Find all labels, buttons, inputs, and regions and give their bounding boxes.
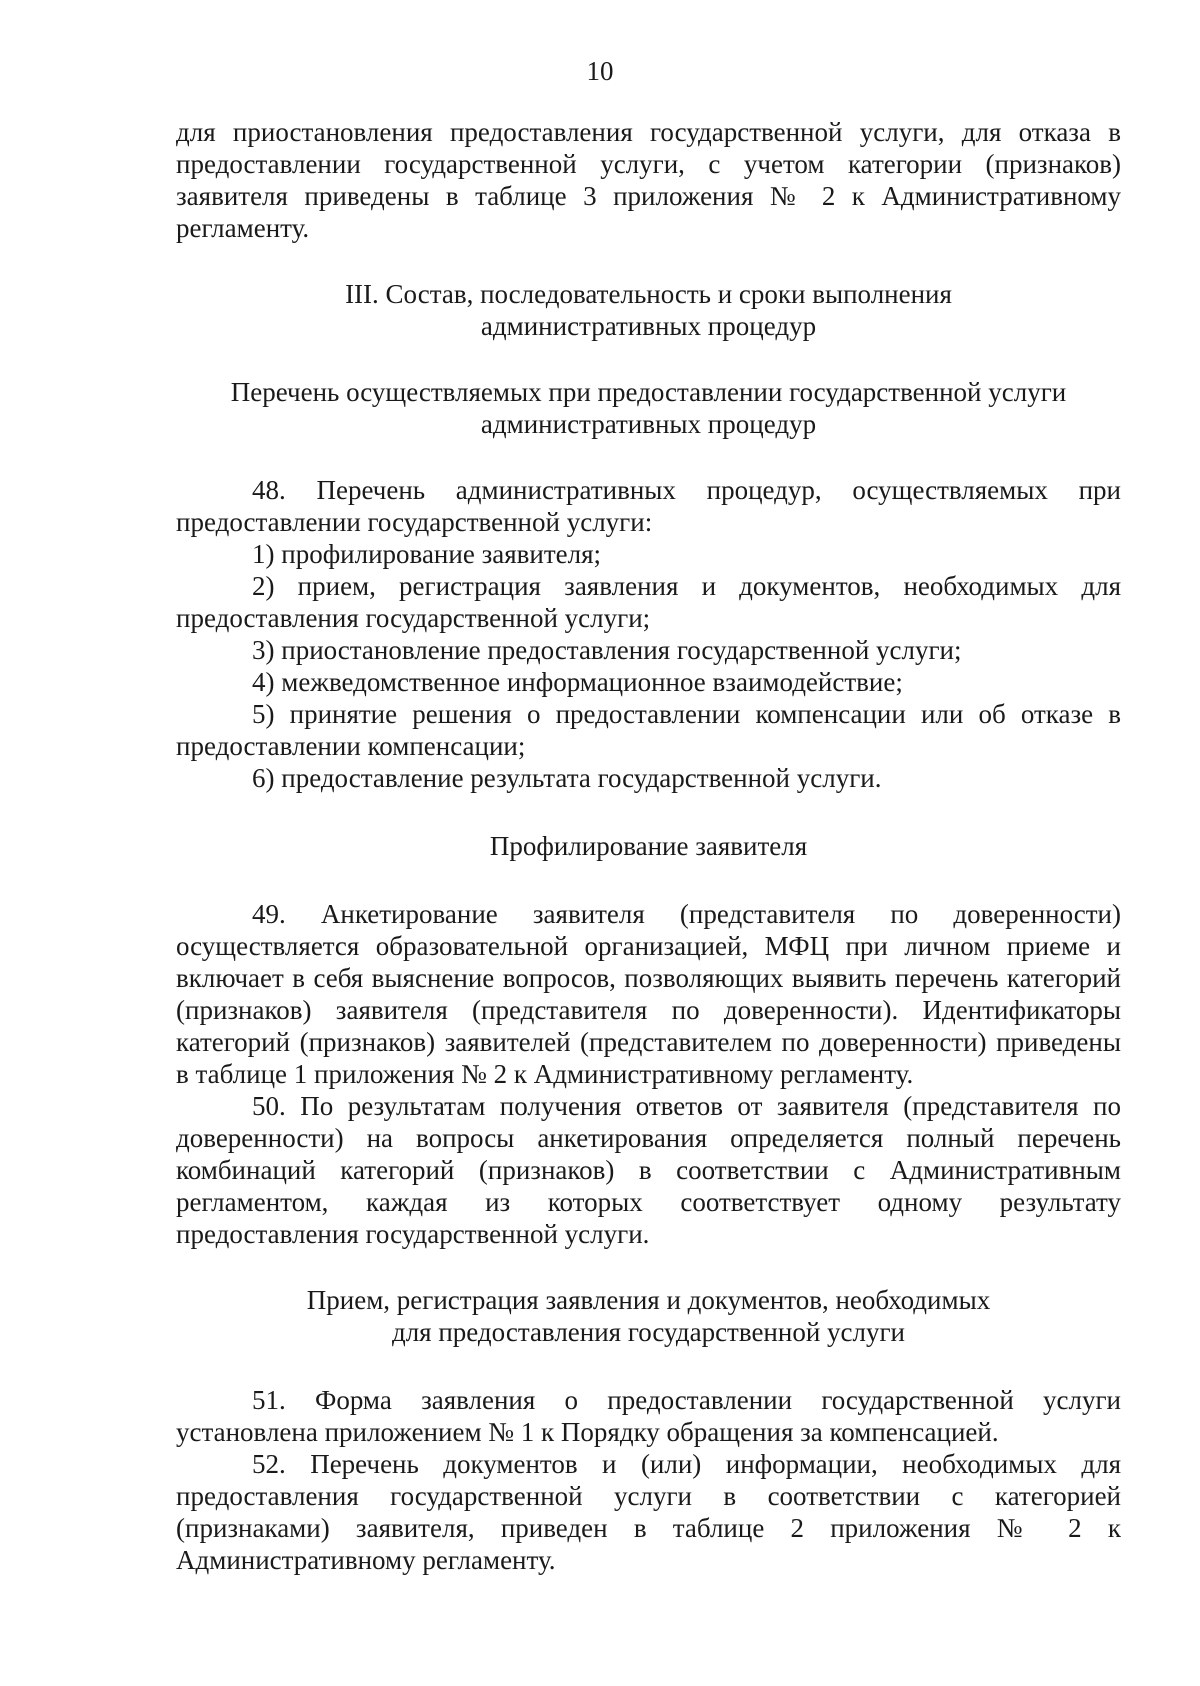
- item-48: 48. Перечень административных процедур, осуществляемых при предоставлении государственной услуги:: [176, 475, 1121, 537]
- list-item-5: 5) принятие решения о предоставлении компенсации или об отказе в предоставлении компенсации;: [176, 699, 1121, 761]
- item-49: 49. Анкетирование заявителя (представителя по доверенности) осуществляется образовательной организацией, МФЦ при личном приеме и включает в себя выяснение вопросов, позволяющих выявить перечень категорий (признаков) заявителя (представителя по доверенности). Идентификаторы категорий (признаков) заявителей (представителем по доверенности) приведены в таблице 1 приложения № 2 к Административному регламенту.: [176, 899, 1121, 1089]
- list-item-4: 4) межведомственное информационное взаимодействие;: [252, 667, 903, 697]
- subheading-1-line-1: Перечень осуществляемых при предоставлении государственной услуги: [230, 377, 1067, 407]
- list-item-3: 3) приостановление предоставления государственной услуги;: [252, 635, 962, 665]
- item-51: 51. Форма заявления о предоставлении государственной услуги установлена приложением № 1 к Порядку обращения за компенсацией.: [176, 1385, 1121, 1447]
- section-title-line-2: административных процедур: [480, 311, 817, 341]
- document-body: [176, 116, 1121, 1576]
- subheading-3-line-1: Прием, регистрация заявления и документов, необходимых: [306, 1285, 991, 1315]
- intro-paragraph: для приостановления предоставления государственной услуги, для отказа в предоставлении государственной услуги, с учетом категории (признаков) заявителя приведены в таблице 3 приложения № 2 к Административному регламенту.: [176, 117, 1121, 243]
- subheading-3-line-2: для предоставления государственной услуги: [391, 1317, 906, 1347]
- subheading-procedures-list: [176, 376, 1121, 440]
- list-item-6: 6) предоставление результата государственной услуги.: [252, 763, 882, 793]
- list-item-2: 2) прием, регистрация заявления и документов, необходимых для предоставления государственной услуги;: [176, 571, 1121, 633]
- subheading-reception: [176, 1284, 1121, 1348]
- item-50: 50. По результатам получения ответов от заявителя (представителя по доверенности) на вопросы анкетирования определяется полный перечень комбинаций категорий (признаков) в соответствии с Административным регламентом, каждая из которых соответствует одному результату предоставления государственной услуги.: [176, 1091, 1121, 1249]
- item-52: 52. Перечень документов и (или) информации, необходимых для предоставления государственной услуги в соответствии с категорией (признаками) заявителя, приведен в таблице 2 приложения № 2 к Административному регламенту.: [176, 1449, 1121, 1575]
- section-title-line-1: III. Состав, последовательность и сроки выполнения: [345, 279, 952, 309]
- list-item-1: 1) профилирование заявителя;: [252, 539, 602, 569]
- section-title: [176, 278, 1121, 342]
- page-number: 10: [586, 56, 614, 86]
- subheading-profiling: Профилирование заявителя: [489, 831, 808, 861]
- subheading-1-line-2: административных процедур: [480, 409, 817, 439]
